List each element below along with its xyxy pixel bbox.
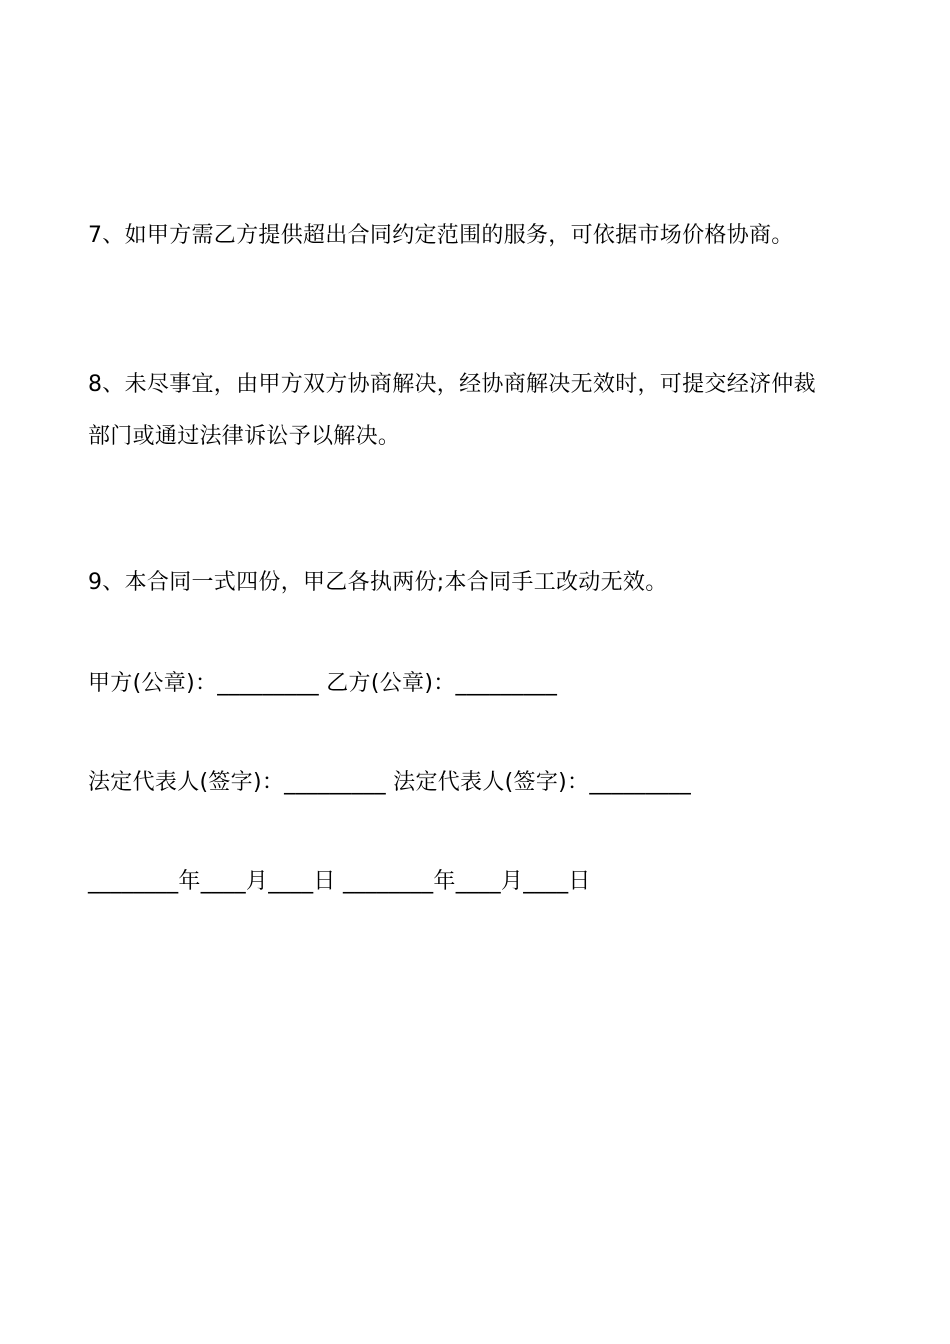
clause-7: 7、如甲方需乙方提供超出合同约定范围的服务，可依据市场价格协商。	[88, 223, 794, 248]
date-line: ________年____月____日 ________年____月____日	[88, 869, 591, 894]
clause-9: 9、本合同一式四份，甲乙各执两份;本合同手工改动无效。	[88, 570, 668, 595]
clause-8-line-1: 8、未尽事宜，由甲方双方协商解决，经协商解决无效时，可提交经济仲裁	[88, 372, 816, 397]
seal-signature-line: 甲方(公章)：_________ 乙方(公章)：_________	[88, 671, 558, 696]
clause-8-line-2: 部门或通过法律诉讼予以解决。	[88, 424, 401, 449]
representative-signature-line: 法定代表人(签字)：_________ 法定代表人(签字)：_________	[88, 770, 692, 795]
